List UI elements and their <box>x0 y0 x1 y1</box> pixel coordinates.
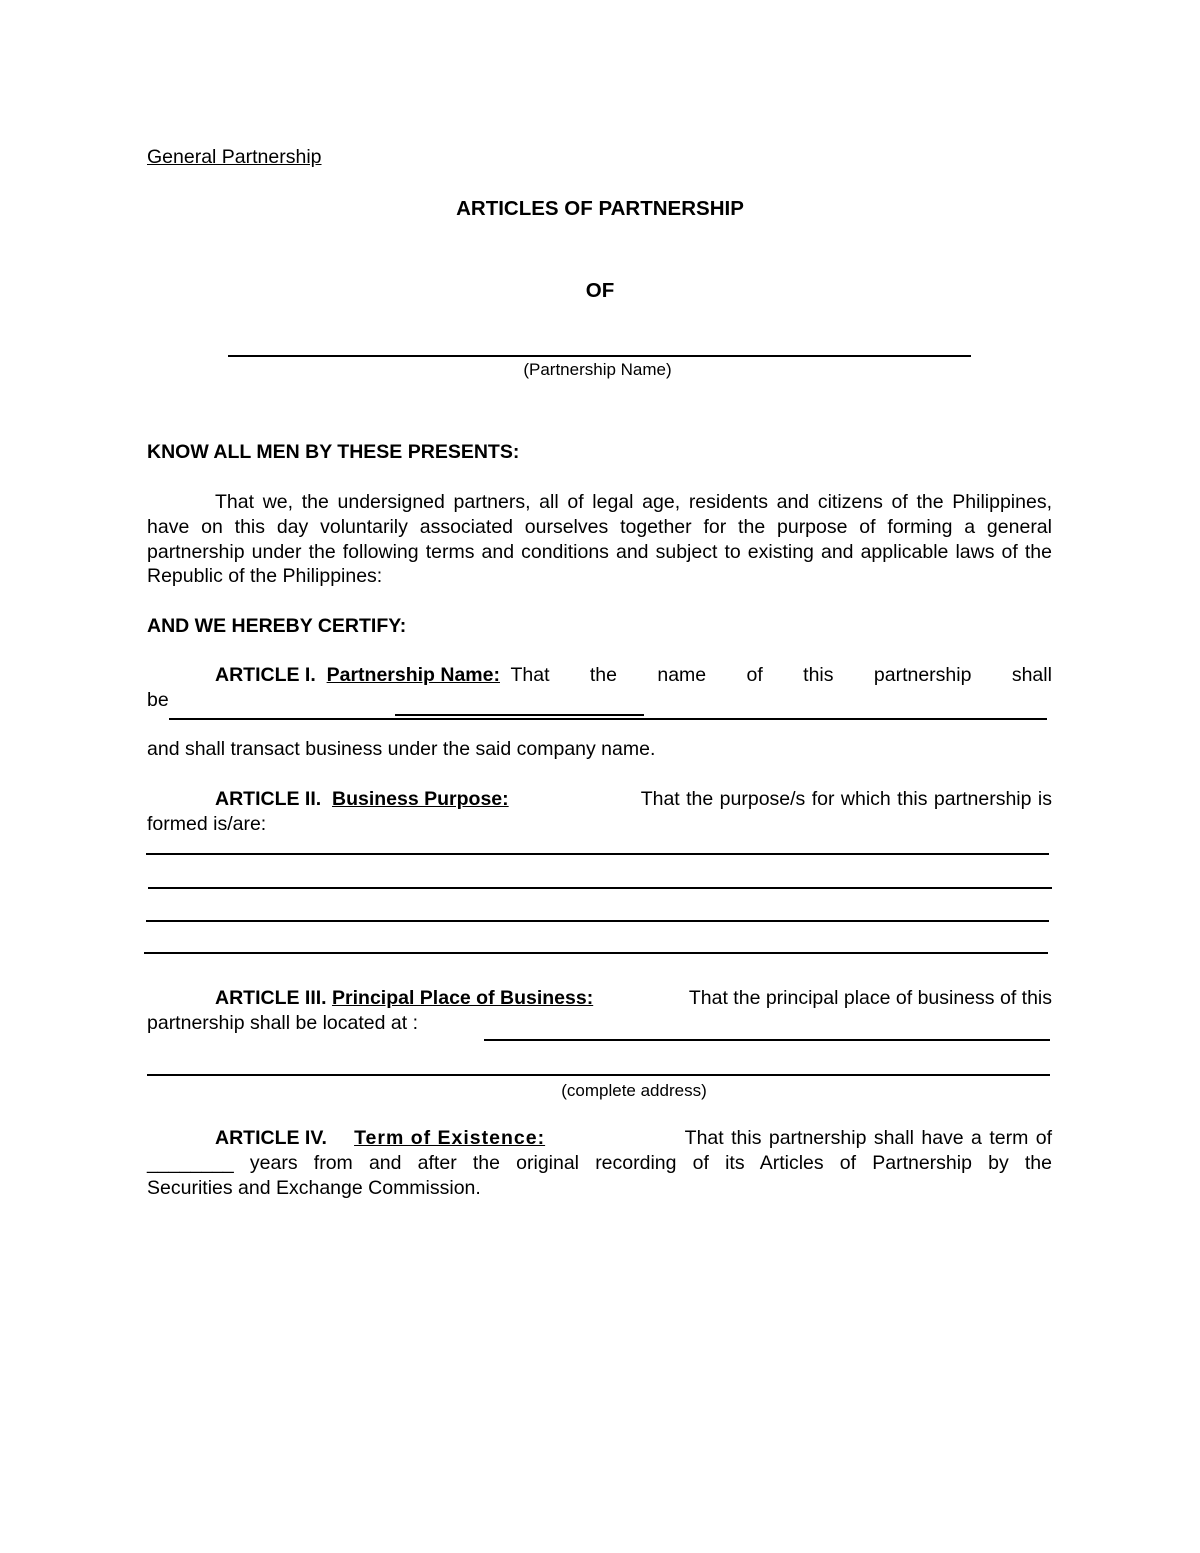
partnership-name-blank[interactable] <box>228 355 971 357</box>
purpose-blank-4[interactable] <box>144 952 1048 954</box>
article-1-be: be <box>147 689 169 711</box>
article-1-word: name <box>657 664 707 686</box>
article-2-text: That the purpose/s for which this partnership is <box>640 788 1052 810</box>
document-title: ARTICLES OF PARTNERSHIP <box>456 197 744 220</box>
article-1-word: this <box>803 664 834 686</box>
article-3-line2: partnership shall be located at : <box>147 1012 419 1034</box>
article-1-heading: Partnership Name: <box>326 664 500 686</box>
article-1-label: ARTICLE I. <box>215 664 316 686</box>
company-name-blank[interactable] <box>169 718 1047 720</box>
article-3-heading: Principal Place of Business: <box>332 987 594 1009</box>
address-blank-1[interactable] <box>484 1039 1050 1041</box>
article-2-line2: formed is/are: <box>147 813 267 835</box>
article-4-label: ARTICLE IV. <box>215 1127 327 1149</box>
purpose-blank-1[interactable] <box>146 853 1049 855</box>
article-4-line3: Securities and Exchange Commission. <box>147 1177 481 1199</box>
article-4-line <box>215 1127 1052 1150</box>
article-1-word: shall <box>1011 664 1052 686</box>
address-caption: (complete address) <box>561 1081 707 1100</box>
article-3-text: That the principal place of business of this <box>688 987 1052 1009</box>
article-1-word: the <box>589 664 617 686</box>
company-name-blank-overlay <box>395 714 644 716</box>
article-2-label: ARTICLE II. <box>215 788 322 810</box>
document-type-label: General Partnership <box>147 146 322 168</box>
article-2-heading: Business Purpose: <box>332 788 509 810</box>
intro-paragraph: That we, the undersigned partners, all of legal age, residents and citizens of the Philippines, have on this day voluntarily associated ourselves together for the purpose of forming a general partnership under the following terms and conditions and subject to existing and applicable laws of the Republic of the Philippines: <box>147 491 1052 588</box>
article-4-text: That this partnership shall have a term of <box>684 1127 1052 1149</box>
title-of: OF <box>585 279 615 302</box>
article-1-word: That <box>510 664 550 686</box>
purpose-blank-3[interactable] <box>146 920 1049 922</box>
know-all-heading: KNOW ALL MEN BY THESE PRESENTS: <box>147 441 520 463</box>
partnership-name-caption: (Partnership Name) <box>523 360 672 379</box>
article-1-line <box>215 664 1052 687</box>
purpose-blank-2[interactable] <box>148 887 1052 889</box>
article-1-word: of <box>746 664 763 686</box>
article-1-word: partnership <box>873 664 972 686</box>
certify-heading: AND WE HEREBY CERTIFY: <box>147 615 407 637</box>
article-1-after: and shall transact business under the said company name. <box>147 738 656 760</box>
article-2-line <box>215 788 1052 811</box>
address-blank-2[interactable] <box>147 1074 1050 1076</box>
article-3-label: ARTICLE III. <box>215 987 327 1009</box>
article-4-heading: Term of Existence: <box>354 1127 546 1149</box>
article-3-line <box>215 987 1052 1010</box>
article-4-line2: ________ years from and after the original recording of its Articles of Partnership by the <box>147 1152 1052 1174</box>
